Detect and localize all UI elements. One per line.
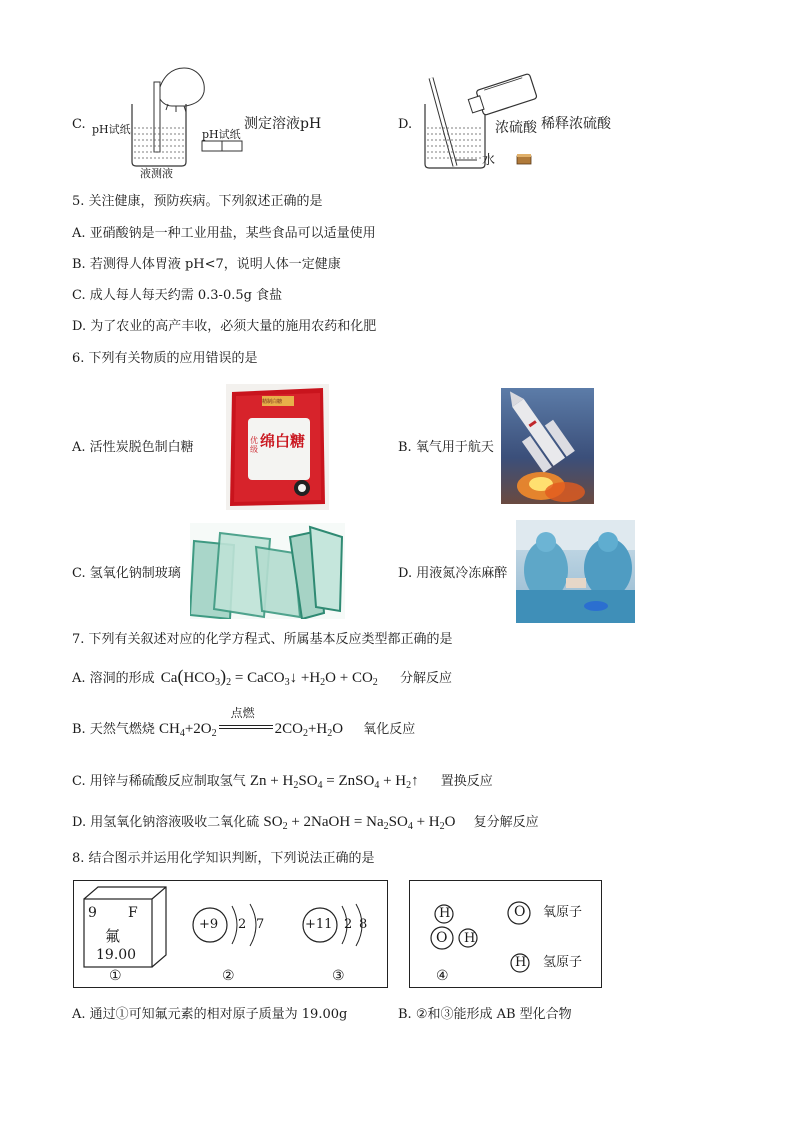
- molecule-h-right: H: [464, 931, 476, 946]
- q8-stem: 8. 结合图示并运用化学知识判断，下列说法正确的是: [72, 851, 375, 866]
- q6-stem: 6. 下列有关物质的应用错误的是: [72, 351, 258, 366]
- q7-option-d-type: 复分解反应: [473, 815, 539, 830]
- q7-option-c-type: 置换反应: [440, 774, 493, 789]
- q5-option-d: D. 为了农业的高产丰收，必须大量的施用农药和化肥: [72, 319, 377, 334]
- element-symbol: F: [128, 905, 138, 921]
- marker-4: ④: [436, 968, 449, 984]
- hand-icon: [158, 68, 204, 106]
- q4-option-d-letter: D.: [398, 117, 413, 132]
- marker-1: ①: [109, 968, 122, 984]
- q7-equation-b: $CH_4+2O_2$: [158, 721, 217, 739]
- q7-option-c-prefix: C. 用锌与稀硫酸反应制取氢气: [72, 774, 246, 789]
- sugar-bag-name: 绵白糖: [260, 432, 306, 450]
- molecule-o: O: [436, 930, 448, 946]
- legend-hydrogen: 氢原子: [543, 955, 583, 970]
- q5-stem: 5. 关注健康，预防疾病。下列叙述正确的是: [72, 194, 323, 209]
- q8-option-a: A. 通过①可知氟元素的相对原子质量为 19.00g: [72, 1007, 348, 1022]
- atom2-shell-1: 2: [238, 917, 247, 932]
- marker-2: ②: [222, 968, 235, 984]
- glass-sheets-image: [190, 523, 345, 619]
- q4-option-c-label: 测定溶液pH: [244, 116, 322, 132]
- q7-stem: 7. 下列有关叙述对应的化学方程式、所属基本反应类型都正确的是: [72, 632, 453, 647]
- q7-condition-text: 点燃: [230, 706, 255, 720]
- q7-option-a: [72, 668, 452, 687]
- q5-option-c: C. 成人每人每天约需 0.3-0.5g 食盐: [72, 288, 283, 303]
- marker-3: ③: [332, 968, 345, 984]
- q7-equation-c: $Zn + H_2SO_4$ = ZnSO$_4$ + $H_2↑$: [249, 773, 419, 791]
- molecule-h-top: H: [439, 906, 451, 921]
- legend-h-letter: H: [515, 955, 527, 970]
- atom3-nucleus: +11: [305, 917, 333, 932]
- water-molecule-model: [424, 900, 484, 958]
- q4-option-d-label: 稀释浓硫酸: [541, 116, 611, 132]
- q7-equation-a: $Ca(HCO_3)_2$ = CaCO$_3$↓ $+H_2O + CO_2$: [160, 666, 378, 688]
- q7-equation-d: $SO_2$ + 2NaOH = $Na_2SO_4 + H_2O$: [263, 814, 456, 832]
- element-mass: 19.00: [96, 947, 137, 963]
- ph-paper-label-1: pH试纸: [92, 123, 131, 136]
- solution-label: 液测液: [140, 167, 173, 180]
- q7-option-a-prefix: A. 溶洞的形成: [72, 671, 155, 686]
- atom2-shell-2: 7: [256, 917, 265, 932]
- water-label: 水: [482, 153, 496, 168]
- element-atomic-number: 9: [88, 905, 97, 921]
- q7-option-c: [72, 773, 493, 790]
- legend-o-letter: O: [514, 904, 526, 920]
- q8-option-b: B. ②和③能形成 AB 型化合物: [398, 1007, 572, 1022]
- atom3-shell-2: 8: [359, 917, 368, 932]
- q7-condition-arrow: [217, 706, 275, 738]
- rocket-image: [501, 388, 594, 504]
- ph-paper-label-2: pH试纸: [202, 128, 241, 141]
- legend-oxygen: 氧原子: [543, 905, 583, 920]
- atom2-nucleus: +9: [199, 917, 219, 932]
- sugar-bag-tag: 精制白糖: [262, 399, 283, 405]
- element-name: 氟: [105, 927, 121, 945]
- sugar-bag-brand: 优级: [250, 436, 258, 454]
- q7-option-d: [72, 814, 539, 831]
- q5-option-b: B. 若测得人体胃液 pH<7，说明人体一定健康: [72, 257, 341, 272]
- q4-option-c-letter: C.: [72, 117, 86, 132]
- q6-option-c: C. 氢氧化钠制玻璃: [72, 566, 181, 581]
- q7-option-b-prefix: B. 天然气燃烧: [72, 722, 155, 737]
- q6-option-d: D. 用液氮冷冻麻醉: [398, 566, 508, 581]
- q6-option-a: A. 活性炭脱色制白糖: [72, 440, 194, 455]
- q5-option-a: A. 亚硝酸钠是一种工业用盐，某些食品可以适量使用: [72, 226, 376, 241]
- sulfuric-acid-label: 浓硫酸: [495, 120, 537, 136]
- q7-option-a-type: 分解反应: [399, 671, 452, 686]
- q7-option-b-type: 氧化反应: [363, 722, 416, 737]
- q6-option-b: B. 氧气用于航天: [398, 440, 494, 455]
- atom3-shell-1: 2: [344, 917, 353, 932]
- surgery-image: [516, 520, 635, 623]
- sugar-bag-image: [226, 384, 329, 510]
- q7-option-b: B. 天然气燃烧 $CH_4+2O_2$ 点燃 $2CO_2+H_2O$ 氧化反应: [72, 706, 416, 739]
- q7-option-d-prefix: D. 用氢氧化钠溶液吸收二氧化硫: [72, 815, 260, 830]
